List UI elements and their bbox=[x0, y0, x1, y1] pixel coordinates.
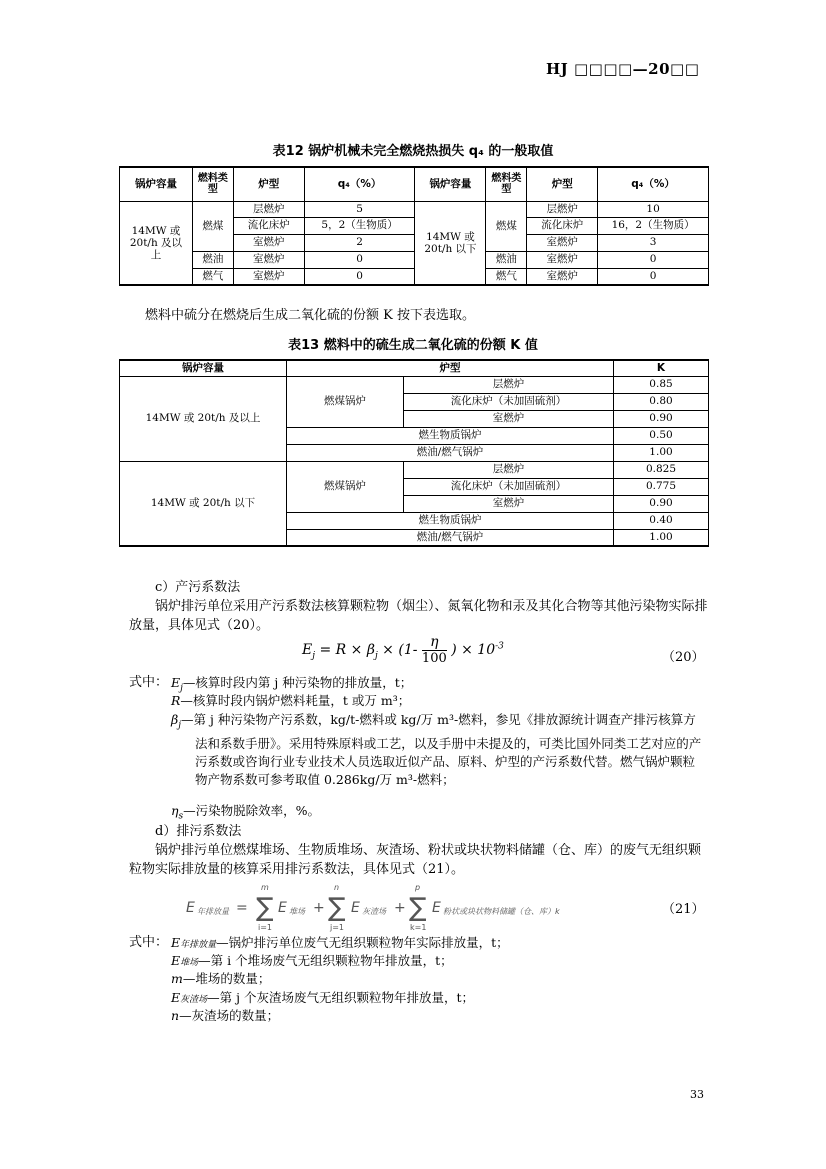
where-label: 式中： bbox=[129, 675, 169, 690]
document-code: HJ □□□□—20□□ bbox=[546, 60, 700, 78]
svg-text:∑: ∑ bbox=[328, 893, 346, 923]
svg-text:年排放量: 年排放量 bbox=[197, 907, 229, 916]
definition-text: —第 j 个灰渣场废气无组织颗粒物年排放量，t； bbox=[207, 990, 474, 1005]
table13-caption: 表13 燃料中的硫生成二氧化硫的份额 K 值 bbox=[288, 338, 538, 353]
equation-20-number: （20） bbox=[662, 650, 705, 665]
t13-header: 锅炉容量 bbox=[120, 360, 287, 376]
t12-fuel-oil: 燃油 bbox=[192, 251, 233, 268]
table12-caption: 表12 锅炉机械未完全燃烧热损失 q₄ 的一般取值 bbox=[272, 144, 554, 159]
t12-cell: 0 bbox=[304, 268, 415, 285]
t13-cell: 0.80 bbox=[614, 393, 709, 410]
t13-cell: 流化床炉（未加固硫剂） bbox=[404, 478, 614, 495]
t12-header: 炉型 bbox=[233, 167, 304, 201]
t13-cell: 0.85 bbox=[614, 376, 709, 393]
equation-20: $E_j = R \times \beta_j \times (1-$ $\frac{\eta}{100}$ ) × $10^{-3}$ bbox=[302, 634, 504, 666]
svg-text:E: E bbox=[351, 900, 360, 916]
t13-cell: 室燃炉 bbox=[404, 495, 614, 512]
t12-fuel-gas: 燃气 bbox=[192, 268, 233, 285]
t13-cell: 层燃炉 bbox=[404, 461, 614, 478]
svg-text:粉状或块状物料储罐（仓、库）k: 粉状或块状物料储罐（仓、库）k bbox=[443, 907, 560, 916]
t13-capacity: 14MW 或 20t/h 及以上 bbox=[120, 376, 287, 461]
t12-fuel-oil: 燃油 bbox=[486, 251, 527, 268]
definition-text: —污染物脱除效率，%。 bbox=[183, 803, 321, 818]
definition-text: —第 i 个堆场废气无组织颗粒物年排放量，t； bbox=[198, 953, 453, 968]
t12-cell: 流化床炉 bbox=[527, 217, 598, 234]
definition-text: —核算时段内锅炉燃料耗量，t 或万 m³； bbox=[180, 693, 411, 708]
svg-text:k=1: k=1 bbox=[410, 923, 427, 932]
section-c-title: c）产污系数法 bbox=[155, 580, 241, 595]
t12-header: 炉型 bbox=[527, 167, 598, 201]
t12-cell: 室燃炉 bbox=[233, 251, 304, 268]
svg-text:堆场: 堆场 bbox=[289, 907, 305, 916]
definition-text: —核算时段内第 j 种污染物的排放量，t； bbox=[182, 675, 413, 690]
paragraph-k-intro: 燃料中硫分在燃烧后生成二氧化硫的份额 K 按下表选取。 bbox=[145, 308, 475, 323]
svg-text:E: E bbox=[186, 900, 195, 916]
t12-cell: 室燃炉 bbox=[233, 268, 304, 285]
definition-item: E年排放量—锅炉排污单位废气无组织颗粒物年实际排放量，t； bbox=[171, 935, 509, 950]
svg-text:E: E bbox=[278, 900, 287, 916]
t12-cell: 5，2（生物质） bbox=[304, 217, 415, 234]
t12-cell: 0 bbox=[598, 268, 709, 285]
equation-21-number: （21） bbox=[662, 902, 705, 917]
t12-header: q₄（%） bbox=[304, 167, 415, 201]
t12-cell: 16，2（生物质） bbox=[598, 217, 709, 234]
t12-cell: 0 bbox=[598, 251, 709, 268]
table13 bbox=[119, 359, 709, 547]
svg-text:i=1: i=1 bbox=[258, 923, 273, 932]
definition-text: —堆场的数量； bbox=[182, 971, 271, 986]
t12-cell: 3 bbox=[598, 234, 709, 251]
svg-text:E: E bbox=[432, 900, 441, 916]
definition-text: —灰渣场的数量； bbox=[179, 1008, 280, 1023]
t13-cell: 1.00 bbox=[614, 529, 709, 546]
t12-cell: 层燃炉 bbox=[527, 201, 598, 217]
t13-cell: 层燃炉 bbox=[404, 376, 614, 393]
definition-item: m—堆场的数量； bbox=[171, 971, 271, 986]
t12-right-capacity: 14MW 或 20t/h 以下 bbox=[415, 201, 486, 285]
t13-coal-boiler: 燃煤锅炉 bbox=[287, 376, 404, 427]
definition-item: E灰渣场—第 j 个灰渣场废气无组织颗粒物年排放量，t； bbox=[171, 990, 474, 1005]
t12-cell: 10 bbox=[598, 201, 709, 217]
svg-text:p: p bbox=[415, 883, 421, 892]
svg-text:j=1: j=1 bbox=[330, 923, 345, 932]
t13-cell: 燃生物质锅炉 bbox=[287, 512, 614, 529]
t12-cell: 2 bbox=[304, 234, 415, 251]
t13-cell: 燃油/燃气锅炉 bbox=[287, 529, 614, 546]
section-c-body: 锅炉排污单位采用产污系数法核算颗粒物（烟尘）、氮氧化物和汞及其化合物等其他污染物实际排放量，具体见式（20）。 bbox=[129, 599, 708, 633]
t13-header: K bbox=[614, 360, 709, 376]
svg-text:灰渣场: 灰渣场 bbox=[362, 907, 386, 916]
t13-cell: 0.825 bbox=[614, 461, 709, 478]
definition-item: $\beta_j—$第 j 种污染物产污系数，kg/t-燃料或 kg/万 m³-燃料，参见《排放源统计调查产排污核算方法和系数手册》。采用特殊原料或工艺，以及手册中未提及的，可类比国外同类工艺对应的产污系数或咨询行业专业技术人员选取近似产品、原料、炉型的产污系数代替。燃气锅炉颗粒物产物系数可参考取值 0.286kg/万 m³-燃料； bbox=[171, 712, 702, 787]
definition-item: $\eta_s—$污染物脱除效率，%。 bbox=[171, 803, 321, 822]
definition-item: n—灰渣场的数量； bbox=[171, 1008, 280, 1023]
section-d-body: 锅炉排污单位燃煤堆场、生物质堆场、灰渣场、粉状或块状物料储罐（仓、库）的废气无组织颗粒物实际排放量的核算采用排污系数法，具体见式（21）。 bbox=[129, 843, 702, 877]
t12-header: 燃料类型 bbox=[486, 167, 527, 201]
definition-text: —第 j 种污染物产污系数，kg/t-燃料或 kg/万 m³-燃料，参见《排放源统计调查产排污核算方法和系数手册》。采用特殊原料或工艺，以及手册中未提及的，可类比国外同类工艺对应的产污系数或咨询行业专业技术人员选取近似产品、原料、炉型的产污系数代替。燃气锅炉颗粒物产物系数可参考取值 0.286kg/万 m³-燃料； bbox=[181, 712, 702, 787]
definition-item: $E_j—$核算时段内第 j 种污染物的排放量，t； bbox=[171, 675, 413, 694]
t13-cell: 室燃炉 bbox=[404, 410, 614, 427]
t13-cell: 燃油/燃气锅炉 bbox=[287, 444, 614, 461]
svg-text:n: n bbox=[334, 883, 340, 892]
t12-cell: 室燃炉 bbox=[527, 268, 598, 285]
t13-cell: 燃生物质锅炉 bbox=[287, 427, 614, 444]
equation-21 bbox=[186, 880, 606, 932]
t12-header: q₄（%） bbox=[598, 167, 709, 201]
where-label: 式中： bbox=[129, 935, 169, 950]
svg-text:m: m bbox=[261, 883, 269, 892]
t12-header: 锅炉容量 bbox=[415, 167, 486, 201]
svg-text:∑: ∑ bbox=[409, 893, 427, 923]
t13-cell: 0.50 bbox=[614, 427, 709, 444]
t12-cell: 5 bbox=[304, 201, 415, 217]
t12-fuel-coal: 燃煤 bbox=[192, 201, 233, 251]
definition-item: E堆场—第 i 个堆场废气无组织颗粒物年排放量，t； bbox=[171, 953, 453, 968]
svg-text:+: + bbox=[313, 900, 325, 916]
t13-cell: 1.00 bbox=[614, 444, 709, 461]
table12 bbox=[119, 166, 709, 286]
section-d-title: d）排污系数法 bbox=[155, 824, 242, 839]
t12-cell: 室燃炉 bbox=[233, 234, 304, 251]
svg-text:+: + bbox=[394, 900, 406, 916]
definition-item: R—核算时段内锅炉燃料耗量，t 或万 m³； bbox=[171, 693, 411, 708]
page-number: 33 bbox=[690, 1088, 704, 1101]
t13-cell: 0.90 bbox=[614, 495, 709, 512]
t12-fuel-gas: 燃气 bbox=[486, 268, 527, 285]
t12-left-capacity: 14MW 或 20t/h 及以上 bbox=[120, 201, 193, 285]
t12-cell: 室燃炉 bbox=[527, 234, 598, 251]
t13-capacity: 14MW 或 20t/h 以下 bbox=[120, 461, 287, 546]
t12-fuel-coal: 燃煤 bbox=[486, 201, 527, 251]
t13-cell: 0.40 bbox=[614, 512, 709, 529]
svg-text:∑: ∑ bbox=[256, 893, 274, 923]
t12-header: 燃料类型 bbox=[192, 167, 233, 201]
t12-cell: 层燃炉 bbox=[233, 201, 304, 217]
t13-cell: 0.775 bbox=[614, 478, 709, 495]
t12-cell: 0 bbox=[304, 251, 415, 268]
t12-cell: 室燃炉 bbox=[527, 251, 598, 268]
t12-cell: 流化床炉 bbox=[233, 217, 304, 234]
t13-cell: 0.90 bbox=[614, 410, 709, 427]
definition-text: —锅炉排污单位废气无组织颗粒物年实际排放量，t； bbox=[216, 935, 509, 950]
t13-cell: 流化床炉（未加固硫剂） bbox=[404, 393, 614, 410]
t13-coal-boiler: 燃煤锅炉 bbox=[287, 461, 404, 512]
svg-text:=: = bbox=[236, 900, 248, 916]
t12-header: 锅炉容量 bbox=[120, 167, 193, 201]
t13-header: 炉型 bbox=[287, 360, 614, 376]
